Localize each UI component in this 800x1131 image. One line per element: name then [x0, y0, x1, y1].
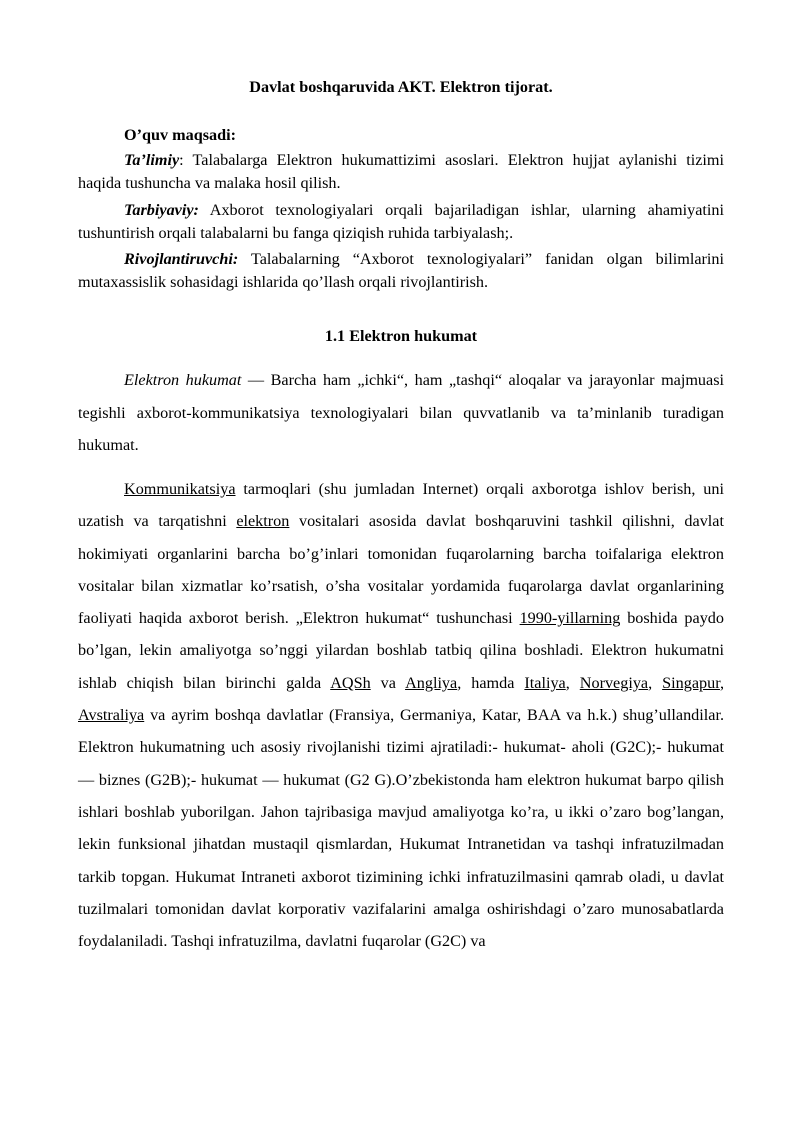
body-text: tarmoqlari (shu jumladan Internet) orqali axborotga ishlov berish, uni uzatish va tarqatishni — [78, 480, 724, 531]
objective-separator — [199, 201, 210, 219]
goals-heading: O’quv maqsadi: — [124, 126, 236, 144]
objective-text: Axborot texnologiyalari orqali bajariladigan ishlar, ularning ahamiyatini tushuntirish orqali talabalarni bu fanga qiziqish ruhida tarbiyalash;. — [78, 201, 724, 242]
link-kommunikatsiya[interactable]: Kommunikatsiya — [124, 480, 236, 498]
body-text: boshida paydo bo’lgan, lekin amaliyotga so’nggi yilardan boshlab tatbiq qilina boshladi. Elektron hukumatni ishlab chiqish bilan birinchi galda — [78, 609, 724, 692]
body-text: , — [565, 673, 580, 692]
body-text: va ayrim boshqa davlatlar (Fransiya, Germaniya, Katar, BAA va h.k.) shug’ullandilar. Elektron hukumatning uch asosiy rivojlanishi tizimi ajratiladi:- hukumat- aholi (G2C);- hukumat — biznes (G2B);- hukumat — hukumat (G2 G).O’zbekistonda ham elektron hukumat barpo qilish ishlari boshlab yuborilgan. Jahon tajribasiga mavjud amaliyotga ko’ra, u ikki o’zaro bog’langan, lekin funksional jihatdan mustaqil qismlardan, Hukumat Intranetidan va tashqi infratuzilmadan tarkib topgan. Hukumat Intraneti axborot tizimining ichki infratuzilmasini qamrab oladi, u davlat tuzilmalari tomonidan davlat korporativ vazifalarini amalga oshirishdagi o’zaro munosabatlarda foydalaniladi. Tashqi infratuzilma, davlatni fuqarolar (G2C) va — [78, 706, 724, 951]
link-italiya[interactable]: Italiya — [524, 673, 566, 692]
link-angliya[interactable]: Angliya — [405, 673, 458, 692]
objective-text: Talabalarning “Axborot texnologiyalari” fanidan olgan bilimlarini mutaxassislik sohasidagi ishlarida qo’llash orqali rivojlantirish. — [78, 250, 724, 291]
body-paragraph — [78, 473, 724, 957]
body-text: , — [648, 673, 663, 692]
objective-separator: : — [179, 151, 193, 169]
objective-text: Talabalarga Elektron hukumattizimi asoslari. Elektron hujjat aylanishi tizimi haqida tushuncha va malaka hosil qilish. — [78, 151, 724, 192]
definition-text: — Barcha ham „ichki“, ham „tashqi“ aloqalar va jarayonlar majmuasi tegishli axborot-kommunikatsiya texnologiyalari bilan quvvatlanib va ta’minlanib turadigan hukumat. — [78, 371, 725, 454]
body-text: , hamda — [457, 673, 525, 692]
link-avstraliya[interactable]: Avstraliya — [78, 706, 145, 725]
link-aqsh[interactable]: AQSh — [330, 673, 371, 692]
body-text: vositalari asosida davlat boshqaruvini tashkil qilishni, davlat hokimiyati organlarini barcha bo’g’inlari tomonidan fuqarolarning barcha toifalariga elektron vositalar bilan xizmatlar ko’rsatish, o’sha vositalar yordamida fuqarolarga davlat organlarining faoliyati haqida axborot berish. „Elektron hukumat“ tushunchasi — [78, 512, 724, 628]
objective-label: Tarbiyaviy: — [124, 201, 199, 219]
link-singapur[interactable]: Singapur — [662, 673, 720, 692]
objective-separator — [238, 250, 251, 268]
objective-educational — [78, 149, 724, 195]
link-1990-yillarning[interactable]: 1990-yillarning — [519, 609, 621, 628]
link-norvegiya[interactable]: Norvegiya — [579, 673, 649, 692]
objective-development — [78, 248, 724, 294]
body-text: va — [370, 673, 406, 692]
objective-label: Rivojlantiruvchi: — [124, 250, 239, 268]
objective-upbringing — [78, 199, 724, 245]
document-title: Davlat boshqaruvida AKT. Elektron tijorat. — [249, 78, 553, 96]
objective-label: Ta’limiy — [124, 151, 180, 169]
body-text: , — [719, 673, 724, 692]
definition-paragraph — [78, 364, 724, 462]
link-elektron[interactable]: elektron — [236, 512, 290, 531]
definition-term: Elektron hukumat — [124, 371, 242, 389]
section-title: 1.1 Elektron hukumat — [324, 327, 478, 345]
